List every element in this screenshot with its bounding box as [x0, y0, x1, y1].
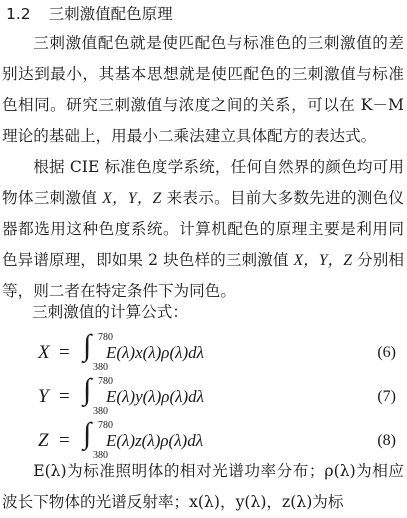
integrand: E(λ)y(λ)ρ(λ)dλ [106, 387, 205, 406]
equation-number: (7) [377, 388, 396, 405]
upper-limit: 780 [98, 420, 113, 431]
paragraph-2-part-2: 来表示。目前大多数先进的测色仪器都选用这种色度系统。计算机配色的原理主要是利用同色异谱原理，即如果 2 块色样的三刺激值 [2, 189, 404, 269]
upper-limit: 780 [98, 376, 113, 387]
equation-lhs: Z [38, 430, 49, 451]
equation-7 [38, 373, 400, 418]
formula-lead-text: 三刺激值的计算公式： [32, 303, 188, 321]
integral-sign: ∫ [83, 329, 92, 362]
integrand: E(λ)x(λ)ρ(λ)dλ [106, 343, 205, 362]
xyz-symbols: X，Y，Z [293, 252, 352, 269]
equals-sign: = [59, 386, 70, 407]
lower-limit: 380 [93, 450, 108, 461]
integrand: E(λ)z(λ)ρ(λ)dλ [106, 431, 204, 450]
equals-sign: = [59, 430, 70, 451]
equation-number: (8) [377, 432, 396, 449]
integral-sign: ∫ [83, 417, 92, 450]
trailing-paragraph [2, 456, 404, 518]
equation-number: (6) [377, 344, 396, 361]
paragraph-2 [2, 152, 404, 307]
paragraph-1: 三刺激值配色就是使匹配色与标准色的三刺激值的差别达到最小，其基本思想就是使匹配色的三刺激值与标准色相同。研究三刺激值与浓度之间的关系，可以在 K－M 理论的基础上，用最小二乘法建立具体配方的表达式。 [2, 34, 404, 145]
paragraph-2-part-3: 分别相等，则二者在特定条件下为同色。 [2, 251, 404, 300]
trailing-text: E(λ)为标准照明体的相对光谱功率分布；ρ(λ)为相应波长下物体的光谱反射率；x(λ)，y(λ)，z(λ)为标 [2, 462, 404, 511]
paragraph-2-part-1: 根据 CIE 标准色度学系统，任何自然界的颜色均可用物体三刺激值 [2, 158, 404, 207]
lower-limit: 380 [93, 362, 108, 373]
equals-sign: = [59, 342, 70, 363]
xyz-symbols: X，Y，Z [102, 190, 162, 207]
equation-6 [38, 329, 400, 374]
lower-limit: 380 [93, 406, 108, 417]
body-text [2, 28, 404, 307]
integral-sign: ∫ [83, 373, 92, 406]
section-title: 三刺激值配色原理 [48, 5, 173, 23]
equation-lhs: X [38, 342, 50, 363]
section-number: 1.2 [6, 5, 31, 23]
equation-lhs: Y [38, 386, 49, 407]
section-heading [6, 4, 173, 24]
upper-limit: 780 [98, 332, 113, 343]
